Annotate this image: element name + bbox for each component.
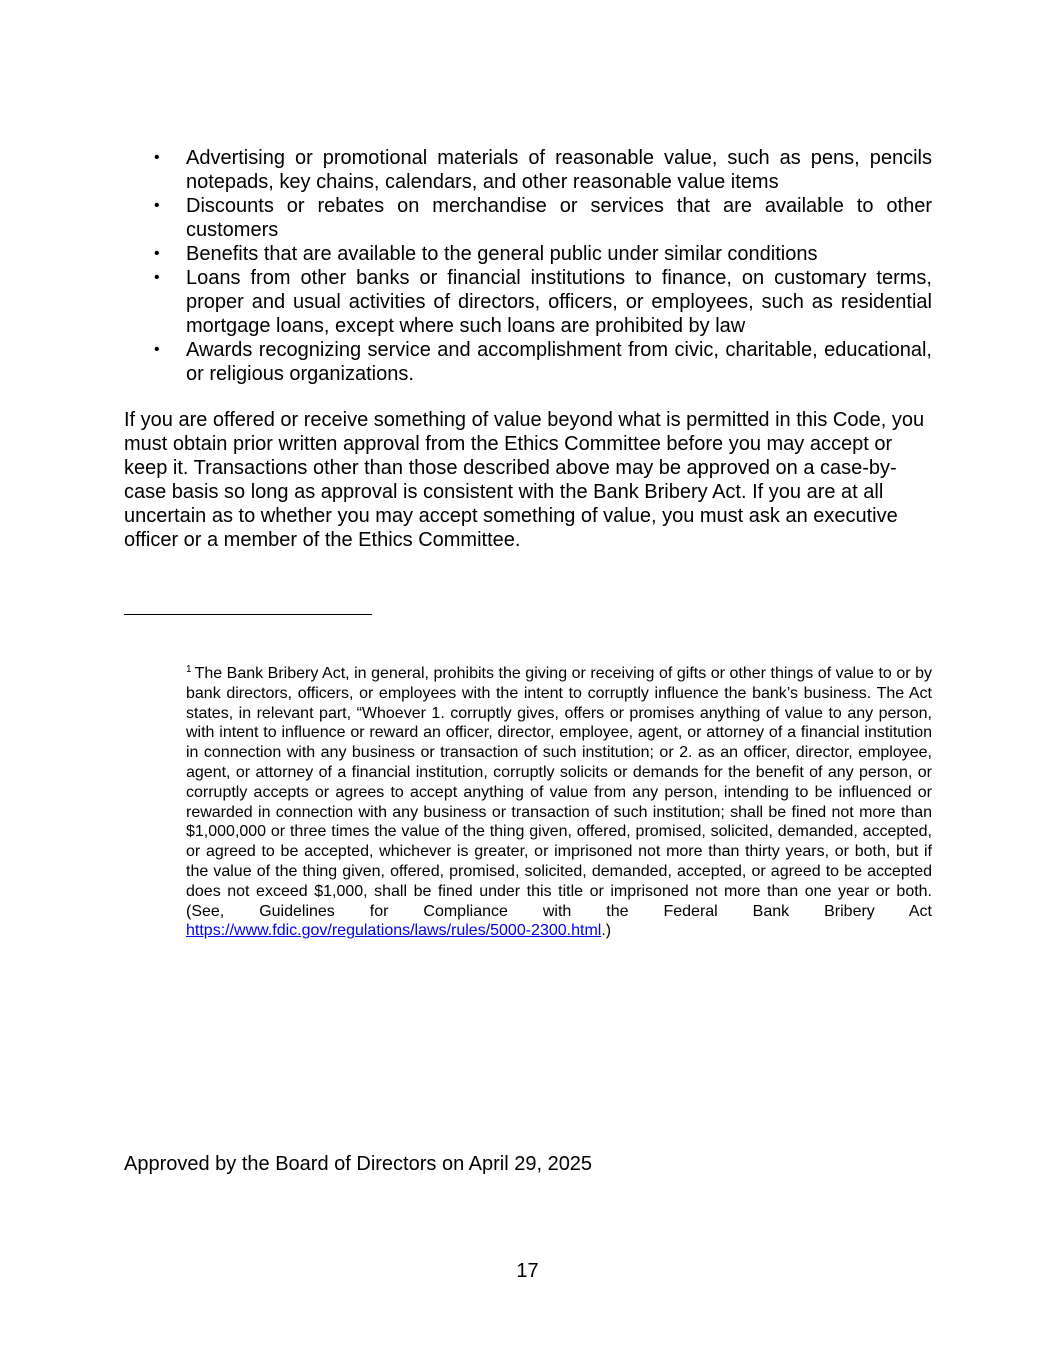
list-item — [124, 146, 932, 194]
footnote-closing: .) — [601, 922, 612, 940]
list-item-text: Advertising or promotional materials of reasonable value, such as pens, pencils notepads, key chains, calendars, and other reasonable value items — [186, 147, 932, 193]
footnote — [186, 664, 932, 941]
page-number: 17 — [516, 1260, 539, 1282]
approval-paragraph: If you are offered or receive something of value beyond what is permitted in this Code, you must obtain prior written approval from the Ethics Committee before you may accept or keep it. Transactions other than those described above may be approved on a case-by-case basis so long as approval is consistent with the Bank Bribery Act. If you are at all uncertain as to whether you may accept something of value, you must ask an executive officer or a member of the Ethics Committee. — [124, 409, 925, 551]
bullet-marker: • — [154, 149, 160, 166]
fdic-guidelines-link[interactable]: https://www.fdic.gov/regulations/laws/rules/5000-2300.html — [186, 922, 602, 940]
bullet-marker: • — [154, 245, 160, 262]
footnote-text: The Bank Bribery Act, in general, prohibits the giving or receiving of gifts or other things of value to or by bank directors, officers, or employees with the intent to corruptly influence the bank’s business. The Act states, in relevant part, “Whoever 1. corruptly gives, offers or promises anything of value to any person, with intent to influence or reward an officer, director, employee, agent, or attorney of a financial institution in connection with any business or transaction of such institution; or 2. as an officer, director, employee, agent, or attorney of a financial institution, corruptly solicits or demands for the benefit of any person, or corruptly accepts or agrees to accept anything of value from any person, intending to be influenced or rewarded in connection with any business or transaction of such institution; shall be fined not more than $1,000,000 or three times the value of the thing given, offered, promised, solicited, demanded, accepted, or agreed to be accepted, whichever is greater, or imprisoned not more than thirty years, or both, but if the value of the thing given, offered, promised, solicited, demanded, accepted, or agreed to be accepted does not exceed $1,000, shall be fined under this title or imprisoned not more than one year or both. (See, Guidelines for Compliance with the Federal Bank Bribery Act — [186, 665, 932, 920]
bullet-marker: • — [154, 197, 160, 214]
approval-statement: Approved by the Board of Directors on April 29, 2025 — [124, 1153, 593, 1175]
footnote-separator — [124, 614, 372, 615]
bullet-marker: • — [154, 269, 160, 286]
list-item — [124, 242, 932, 266]
list-item — [124, 338, 932, 386]
permitted-items-list — [124, 146, 932, 386]
list-item-text: Loans from other banks or financial institutions to finance, on customary terms, proper and usual activities of directors, officers, or employees, such as residential mortgage loans, except where such loans are prohibited by law — [186, 267, 932, 337]
list-item — [124, 194, 932, 242]
footnote-number: 1 — [186, 664, 192, 675]
list-item-text: Discounts or rebates on merchandise or services that are available to other customers — [186, 195, 932, 241]
list-item-text: Awards recognizing service and accomplishment from civic, charitable, educational, or religious organizations. — [186, 339, 932, 385]
list-item — [124, 266, 932, 338]
list-item-text: Benefits that are available to the general public under similar conditions — [186, 243, 818, 265]
bullet-marker: • — [154, 341, 160, 358]
